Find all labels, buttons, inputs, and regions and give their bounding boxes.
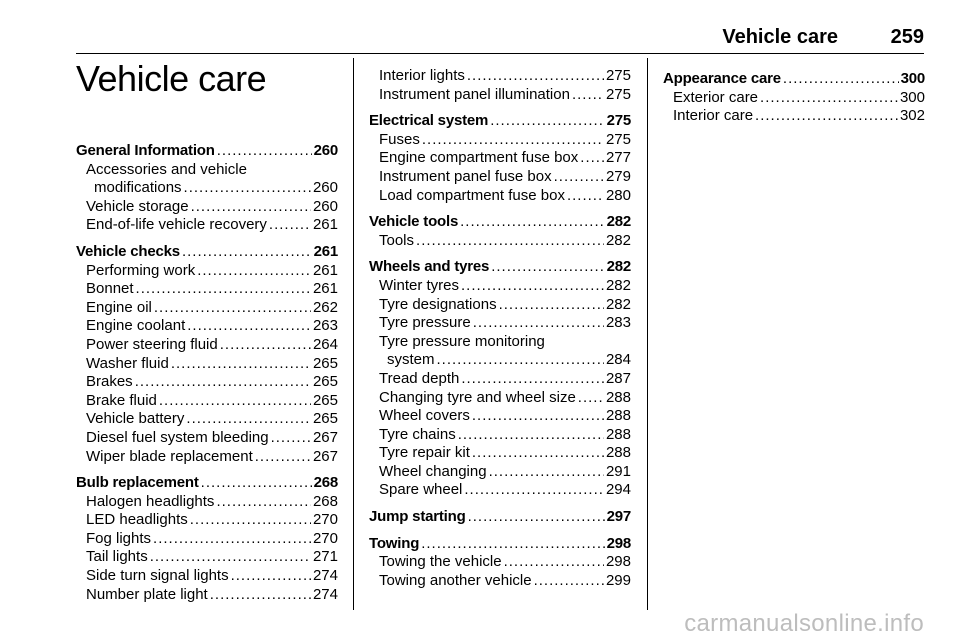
toc-entry[interactable] [76, 198, 338, 217]
toc-entry-label-line[interactable]: Accessories and vehicle [86, 160, 247, 178]
toc-entry-page-number: 275 [605, 67, 631, 84]
leader-dots [187, 317, 311, 336]
toc-entry-page-number: 264 [312, 335, 338, 353]
toc-entry-page-number: 263 [312, 317, 338, 335]
toc-entry[interactable] [76, 548, 338, 567]
leader-dots [783, 70, 899, 89]
toc-entry-label: Tyre repair kit [379, 444, 470, 462]
toc-section-heading[interactable] [663, 70, 925, 89]
toc-section-heading-label: Electrical system [369, 112, 489, 130]
toc-entry[interactable] [76, 530, 338, 549]
toc-entry-label: Halogen headlights [86, 492, 215, 510]
leader-dots [182, 243, 312, 262]
toc-entry[interactable] [76, 373, 338, 392]
column-divider-1 [353, 58, 354, 610]
toc-section-heading[interactable] [369, 112, 631, 131]
toc-entry[interactable] [369, 426, 631, 445]
toc-entry[interactable] [369, 86, 631, 105]
toc-entry-page-number: 275 [605, 130, 631, 148]
leader-dots [210, 586, 311, 605]
toc-entry-label: Washer fluid [86, 354, 169, 372]
leader-dots [421, 535, 604, 554]
toc-section-heading[interactable] [76, 142, 338, 161]
leader-dots [458, 426, 604, 445]
toc-entry[interactable] [369, 232, 631, 251]
toc-entry[interactable] [76, 586, 338, 605]
toc-entry-label: Winter tyres [379, 276, 460, 294]
toc-entry[interactable] [369, 444, 631, 463]
toc-entry-page-number: 294 [605, 481, 631, 499]
toc-section-heading-label: Towing [369, 534, 420, 552]
toc-section-heading-page-number: 282 [606, 258, 631, 276]
leader-dots [490, 112, 604, 131]
toc-entry-page-number: 282 [605, 295, 631, 313]
toc-entry-page-number: 265 [312, 391, 338, 409]
toc-entry-page-number: 261 [312, 216, 338, 234]
toc-entry[interactable] [76, 493, 338, 512]
toc-entry-label: Number plate light [86, 585, 208, 603]
toc-section-heading-label: Appearance care [663, 70, 781, 87]
toc-entry-label: Load compartment fuse box [379, 186, 565, 204]
toc-section-heading-page-number: 282 [606, 213, 631, 231]
leader-dots [460, 213, 604, 232]
toc-entry-label: Bonnet [86, 280, 134, 298]
toc-section-heading[interactable] [369, 508, 631, 527]
leader-dots [136, 280, 311, 299]
toc-entry-label-line[interactable]: Tyre pressure monitoring [379, 332, 545, 350]
toc-entry-label: Tread depth [379, 369, 460, 387]
leader-dots [499, 296, 604, 315]
leader-dots [271, 429, 311, 448]
toc-entry-page-number: 284 [605, 351, 631, 369]
header-rule [76, 53, 924, 54]
toc-section [663, 70, 925, 126]
leader-dots [153, 530, 311, 549]
toc-section-heading[interactable] [369, 213, 631, 232]
toc-entry-label: Instrument panel fuse box [379, 167, 552, 185]
toc-section-heading-label: Bulb replacement [76, 474, 199, 492]
toc-section-heading[interactable] [76, 243, 338, 262]
toc-entry[interactable] [76, 511, 338, 530]
toc-entry-page-number: 261 [312, 261, 338, 279]
toc-entry[interactable] [76, 410, 338, 429]
leader-dots [567, 187, 604, 206]
leader-dots [755, 107, 898, 126]
leader-dots [191, 198, 311, 217]
toc-section-heading-page-number: 298 [606, 534, 631, 552]
leader-dots [231, 567, 311, 586]
leader-dots [461, 277, 604, 296]
toc-section-heading-label: Wheels and tyres [369, 258, 490, 276]
column-divider-2 [647, 58, 648, 610]
leader-dots [217, 142, 312, 161]
toc-entry-label: Wiper blade replacement [86, 447, 253, 465]
toc-entry-label: Wheel changing [379, 462, 487, 480]
toc-section-heading-page-number: 260 [313, 142, 338, 159]
toc-entry-label: Diesel fuel system bleeding [86, 428, 269, 446]
toc-entry-label: Spare wheel [379, 481, 463, 499]
toc-entry-page-number: 299 [605, 571, 631, 589]
toc-section-heading-page-number: 275 [606, 112, 631, 130]
leader-dots [197, 262, 311, 281]
toc-entry[interactable] [76, 448, 338, 467]
toc-entry-label: Instrument panel illumination [379, 85, 570, 103]
toc-section-heading-page-number: 297 [606, 508, 631, 526]
toc-entry-label: Wheel covers [379, 407, 470, 425]
toc-section-heading[interactable] [76, 474, 338, 493]
toc-section [76, 474, 338, 604]
toc-entry-page-number: 271 [312, 548, 338, 566]
toc-entry[interactable] [369, 131, 631, 150]
toc-entry[interactable] [369, 187, 631, 206]
toc-entry-page-number: 288 [605, 425, 631, 443]
leader-dots [473, 314, 604, 333]
toc-entry-label: Changing tyre and wheel size [379, 388, 576, 406]
toc-entry-page-number: 274 [312, 567, 338, 585]
toc-entry[interactable] [76, 216, 338, 235]
toc-entry-page-number: 288 [605, 407, 631, 425]
toc-entry-label: Exterior care [673, 88, 759, 106]
toc-column-1 [76, 142, 338, 612]
toc-entry-label: Engine oil [86, 298, 152, 316]
toc-entry-page-number: 291 [605, 462, 631, 480]
toc-entry-page-number: 260 [312, 179, 338, 197]
toc-entry-label: Tools [379, 231, 415, 249]
toc-entry-label: Brakes [86, 373, 133, 391]
leader-dots [572, 86, 604, 105]
toc-entry-page-number: 265 [312, 354, 338, 372]
toc-entry-page-number: 267 [312, 428, 338, 446]
toc-entry-page-number: 298 [605, 553, 631, 571]
toc-section-heading-label: Vehicle tools [369, 213, 459, 231]
leader-dots [269, 216, 311, 235]
leader-dots [201, 474, 312, 493]
toc-entry-page-number: 267 [312, 447, 338, 465]
leader-dots [534, 572, 604, 591]
toc-column-2 [369, 67, 631, 598]
leader-dots [216, 493, 311, 512]
toc-entry-label: Tyre chains [379, 425, 456, 443]
toc-entry-page-number: 280 [605, 186, 631, 204]
toc-entry[interactable] [76, 299, 338, 318]
leader-dots [461, 370, 604, 389]
leader-dots [491, 258, 604, 277]
toc-entry[interactable] [369, 572, 631, 591]
leader-dots [472, 407, 604, 426]
toc-entry-page-number: 282 [605, 276, 631, 294]
toc-entry[interactable] [369, 389, 631, 408]
toc-entry[interactable] [369, 407, 631, 426]
toc-entry-label: Brake fluid [86, 391, 157, 409]
toc-entry-page-number: 277 [605, 149, 631, 167]
toc-section-heading-label: Jump starting [369, 508, 466, 526]
toc-section-heading-page-number: 261 [313, 242, 338, 260]
leader-dots [578, 389, 604, 408]
toc-entry-label: Fog lights [86, 529, 152, 547]
watermark: carmanualsonline.info [684, 610, 924, 637]
leader-dots [159, 392, 311, 411]
toc-section [369, 213, 631, 250]
toc-entry[interactable] [76, 317, 338, 336]
toc-section [76, 142, 338, 235]
chapter-title: Vehicle care [76, 58, 267, 99]
toc-entry-label: Interior lights [379, 67, 465, 84]
toc-entry-page-number: 265 [312, 373, 338, 391]
toc-entry[interactable] [663, 107, 925, 126]
toc-entry[interactable] [76, 567, 338, 586]
toc-section-heading-label: General Information [76, 142, 215, 159]
leader-dots [171, 355, 311, 374]
leader-dots [504, 553, 604, 572]
toc-entry[interactable] [76, 262, 338, 281]
leader-dots [135, 373, 311, 392]
toc-entry-label: Performing work [86, 261, 196, 279]
toc-entry-label: Tyre pressure [379, 314, 471, 332]
toc-entry-page-number: 300 [899, 88, 925, 106]
toc-entry-label: Towing another vehicle [379, 571, 532, 589]
toc-section [369, 67, 631, 104]
leader-dots [416, 232, 604, 251]
toc-section [76, 243, 338, 466]
toc-entry-page-number: 279 [605, 167, 631, 185]
leader-dots [760, 89, 898, 108]
leader-dots [467, 67, 604, 86]
toc-entry-page-number: 270 [312, 511, 338, 529]
leader-dots [580, 149, 604, 168]
toc-entry-label: system [387, 351, 435, 369]
leader-dots [150, 548, 311, 567]
toc-section-heading[interactable] [369, 535, 631, 554]
toc-entry[interactable] [369, 168, 631, 187]
leader-dots [437, 351, 604, 370]
toc-entry[interactable] [369, 553, 631, 572]
leader-dots [220, 336, 311, 355]
leader-dots [184, 179, 311, 198]
toc-section [369, 508, 631, 527]
toc-entry-label: LED headlights [86, 511, 188, 529]
toc-entry-label: Vehicle storage [86, 197, 189, 215]
leader-dots [190, 511, 311, 530]
toc-entry-page-number: 270 [312, 529, 338, 547]
leader-dots [468, 508, 605, 527]
toc-entry-label: Power steering fluid [86, 335, 218, 353]
leader-dots [186, 410, 311, 429]
toc-entry-page-number: 265 [312, 410, 338, 428]
toc-section [369, 535, 631, 591]
toc-section-heading[interactable] [369, 258, 631, 277]
toc-entry-label: Tail lights [86, 548, 148, 566]
toc-entry-label: Interior care [673, 107, 754, 125]
leader-dots [422, 131, 604, 150]
header-title: Vehicle care [722, 26, 838, 48]
toc-entry-label: Engine coolant [86, 317, 186, 335]
toc-section-heading-label: Vehicle checks [76, 242, 180, 260]
toc-entry[interactable] [369, 463, 631, 482]
leader-dots [154, 299, 311, 318]
toc-entry-page-number: 282 [605, 231, 631, 249]
toc-entry-page-number: 288 [605, 388, 631, 406]
toc-entry[interactable] [76, 336, 338, 355]
toc-section [369, 258, 631, 500]
toc-entry-page-number: 287 [605, 369, 631, 387]
toc-entry-label: Side turn signal lights [86, 567, 229, 585]
leader-dots [464, 481, 604, 500]
header-page-number: 259 [890, 26, 924, 48]
toc-column-3 [663, 70, 925, 134]
toc-section-heading-page-number: 300 [900, 70, 925, 87]
leader-dots [472, 444, 604, 463]
toc-entry[interactable] [369, 149, 631, 168]
leader-dots [554, 168, 604, 187]
toc-entry-label: End-of-life vehicle recovery [86, 216, 267, 234]
toc-entry[interactable] [76, 280, 338, 299]
leader-dots [255, 448, 311, 467]
toc-entry[interactable] [369, 314, 631, 333]
leader-dots [489, 463, 604, 482]
toc-entry[interactable] [76, 179, 338, 198]
toc-entry-page-number: 302 [899, 107, 925, 125]
toc-entry-page-number: 288 [605, 444, 631, 462]
toc-entry-page-number: 261 [312, 280, 338, 298]
toc-entry-page-number: 262 [312, 298, 338, 316]
toc-entry-label: modifications [94, 179, 182, 197]
toc-entry[interactable] [369, 351, 631, 370]
toc-entry-label: Fuses [379, 130, 420, 148]
toc-entry[interactable] [76, 355, 338, 374]
toc-section [369, 112, 631, 205]
toc-entry[interactable] [369, 277, 631, 296]
toc-entry-page-number: 283 [605, 314, 631, 332]
toc-entry[interactable] [369, 67, 631, 86]
toc-entry-label: Vehicle battery [86, 410, 185, 428]
toc-entry[interactable] [369, 370, 631, 389]
toc-entry[interactable] [663, 89, 925, 108]
toc-entry-label: Towing the vehicle [379, 553, 502, 571]
toc-entry-label: Engine compartment fuse box [379, 149, 579, 167]
toc-entry-page-number: 268 [312, 492, 338, 510]
toc-entry[interactable] [369, 481, 631, 500]
toc-entry-page-number: 260 [312, 197, 338, 215]
toc-entry[interactable] [369, 296, 631, 315]
toc-entry[interactable] [76, 392, 338, 411]
toc-entry-label: Tyre designations [379, 295, 497, 313]
toc-entry-page-number: 275 [605, 85, 631, 103]
toc-entry[interactable] [76, 429, 338, 448]
toc-section-heading-page-number: 268 [313, 474, 338, 492]
toc-entry-page-number: 274 [312, 585, 338, 603]
